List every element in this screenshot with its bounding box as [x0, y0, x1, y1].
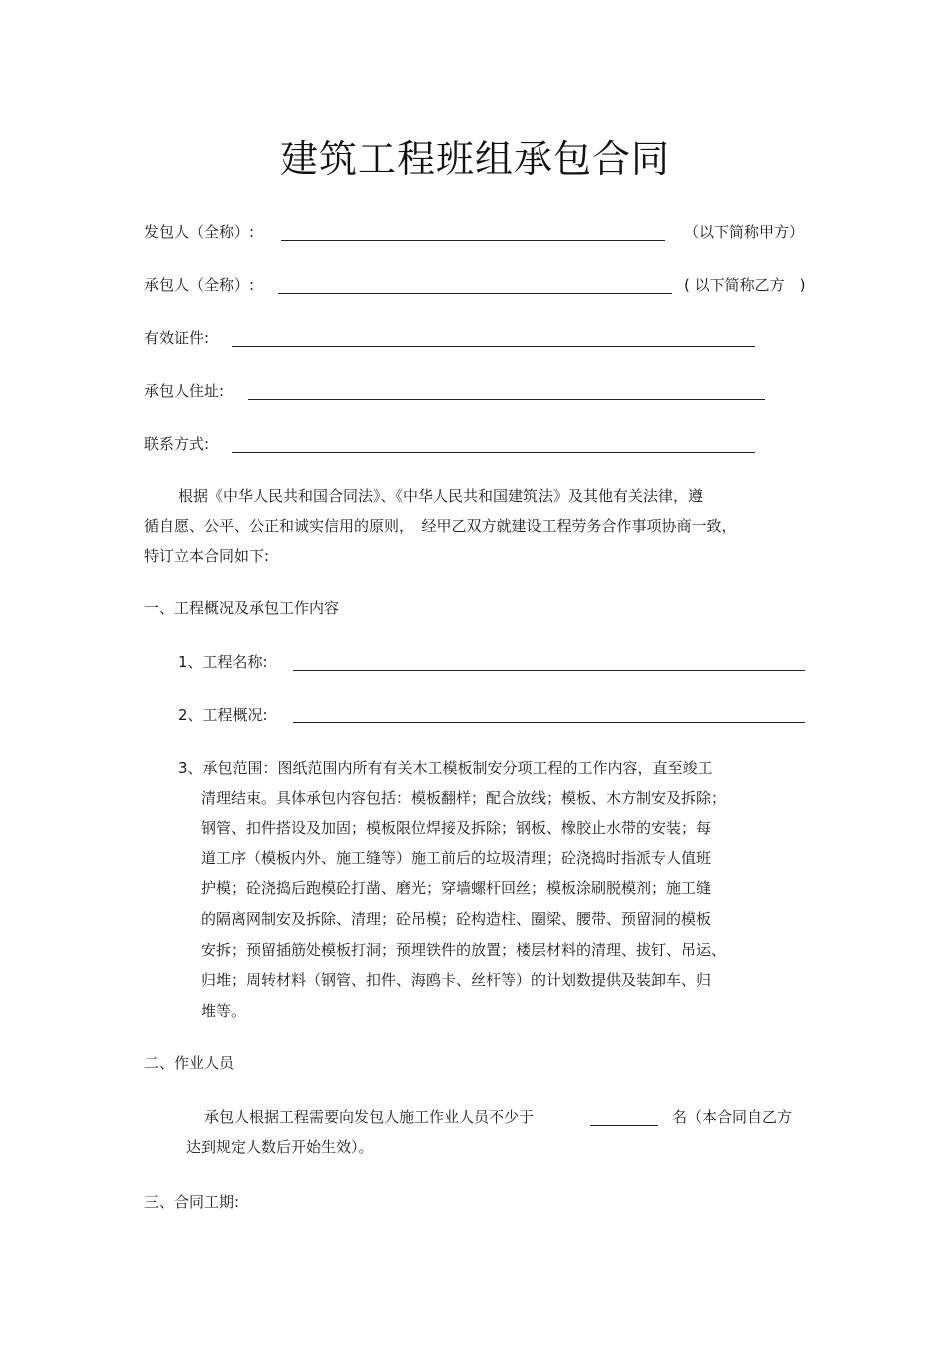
preamble-line: 循自愿、公平、公正和诚实信用的原则， 经甲乙双方就建设工程劳务合作事项协商一致，: [144, 517, 737, 535]
project-name-label: 1、工程名称:: [178, 653, 268, 671]
employer-suffix: （以下简称甲方）: [684, 223, 805, 241]
workers-text: 承包人根据工程需要向发包人施工作业人员不少于: [204, 1108, 535, 1126]
contractor-suffix: ( 以下简称乙方 ): [684, 276, 806, 294]
preamble-line: 特订立本合同如下:: [144, 547, 270, 565]
contractor-address-blank[interactable]: [248, 399, 765, 400]
employer-label: 发包人（全称）:: [144, 223, 255, 241]
id-document-blank[interactable]: [232, 346, 755, 347]
contractor-blank[interactable]: [278, 293, 672, 294]
project-overview-blank[interactable]: [293, 722, 805, 723]
project-overview-label: 2、工程概况:: [178, 706, 268, 724]
scope-line: 安拆；预留插筋处模板打洞；预埋铁件的放置；楼层材料的清理、拔钉、吊运、: [201, 941, 727, 959]
scope-line: 3、承包范围：图纸范围内所有有关木工模板制安分项工程的工作内容，直至竣工: [178, 759, 713, 777]
scope-line: 归堆；周转材料（钢管、扣件、海鸥卡、丝杆等）的计划数提供及装卸车、归: [201, 971, 712, 989]
id-document-label: 有效证件:: [144, 329, 210, 347]
scope-line: 道工序（模板内外、施工缝等）施工前后的垃圾清理；砼浇捣时指派专人值班: [201, 849, 712, 867]
scope-line: 清理结束。具体承包内容包括：模板翻样；配合放线；模板、木方制安及拆除；: [201, 789, 727, 807]
section1-heading: 一、工程概况及承包工作内容: [144, 599, 340, 617]
scope-line: 的隔离网制安及拆除、清理；砼吊模；砼构造柱、圈梁、腰带、预留洞的模板: [201, 910, 712, 928]
contact-blank[interactable]: [232, 452, 755, 453]
contractor-address-label: 承包人住址:: [144, 382, 225, 400]
employer-blank[interactable]: [281, 240, 665, 241]
scope-line: 护模；砼浇捣后跑模砼打凿、磨光；穿墙螺杆回丝；模板涂刷脱模剂；施工缝: [201, 879, 712, 897]
workers-count-blank[interactable]: [590, 1125, 658, 1126]
workers-text-cont: 名（本合同自乙方: [672, 1108, 793, 1126]
section2-heading: 二、作业人员: [144, 1054, 235, 1072]
contractor-label: 承包人（全称）:: [144, 276, 255, 294]
preamble-line: 根据《中华人民共和国合同法》、《中华人民共和国建筑法》及其他有关法律，遵: [178, 487, 704, 505]
contact-label: 联系方式:: [144, 435, 210, 453]
scope-line: 钢管、扣件搭设及加固；模板限位焊接及拆除；钢板、橡胶止水带的安装；每: [201, 819, 712, 837]
page-title: 建筑工程班组承包合同: [279, 137, 670, 181]
project-name-blank[interactable]: [293, 670, 805, 671]
workers-text-line2: 达到规定人数后开始生效）。: [186, 1138, 374, 1156]
section3-heading: 三、合同工期:: [144, 1193, 240, 1211]
scope-line: 堆等。: [201, 1002, 247, 1020]
